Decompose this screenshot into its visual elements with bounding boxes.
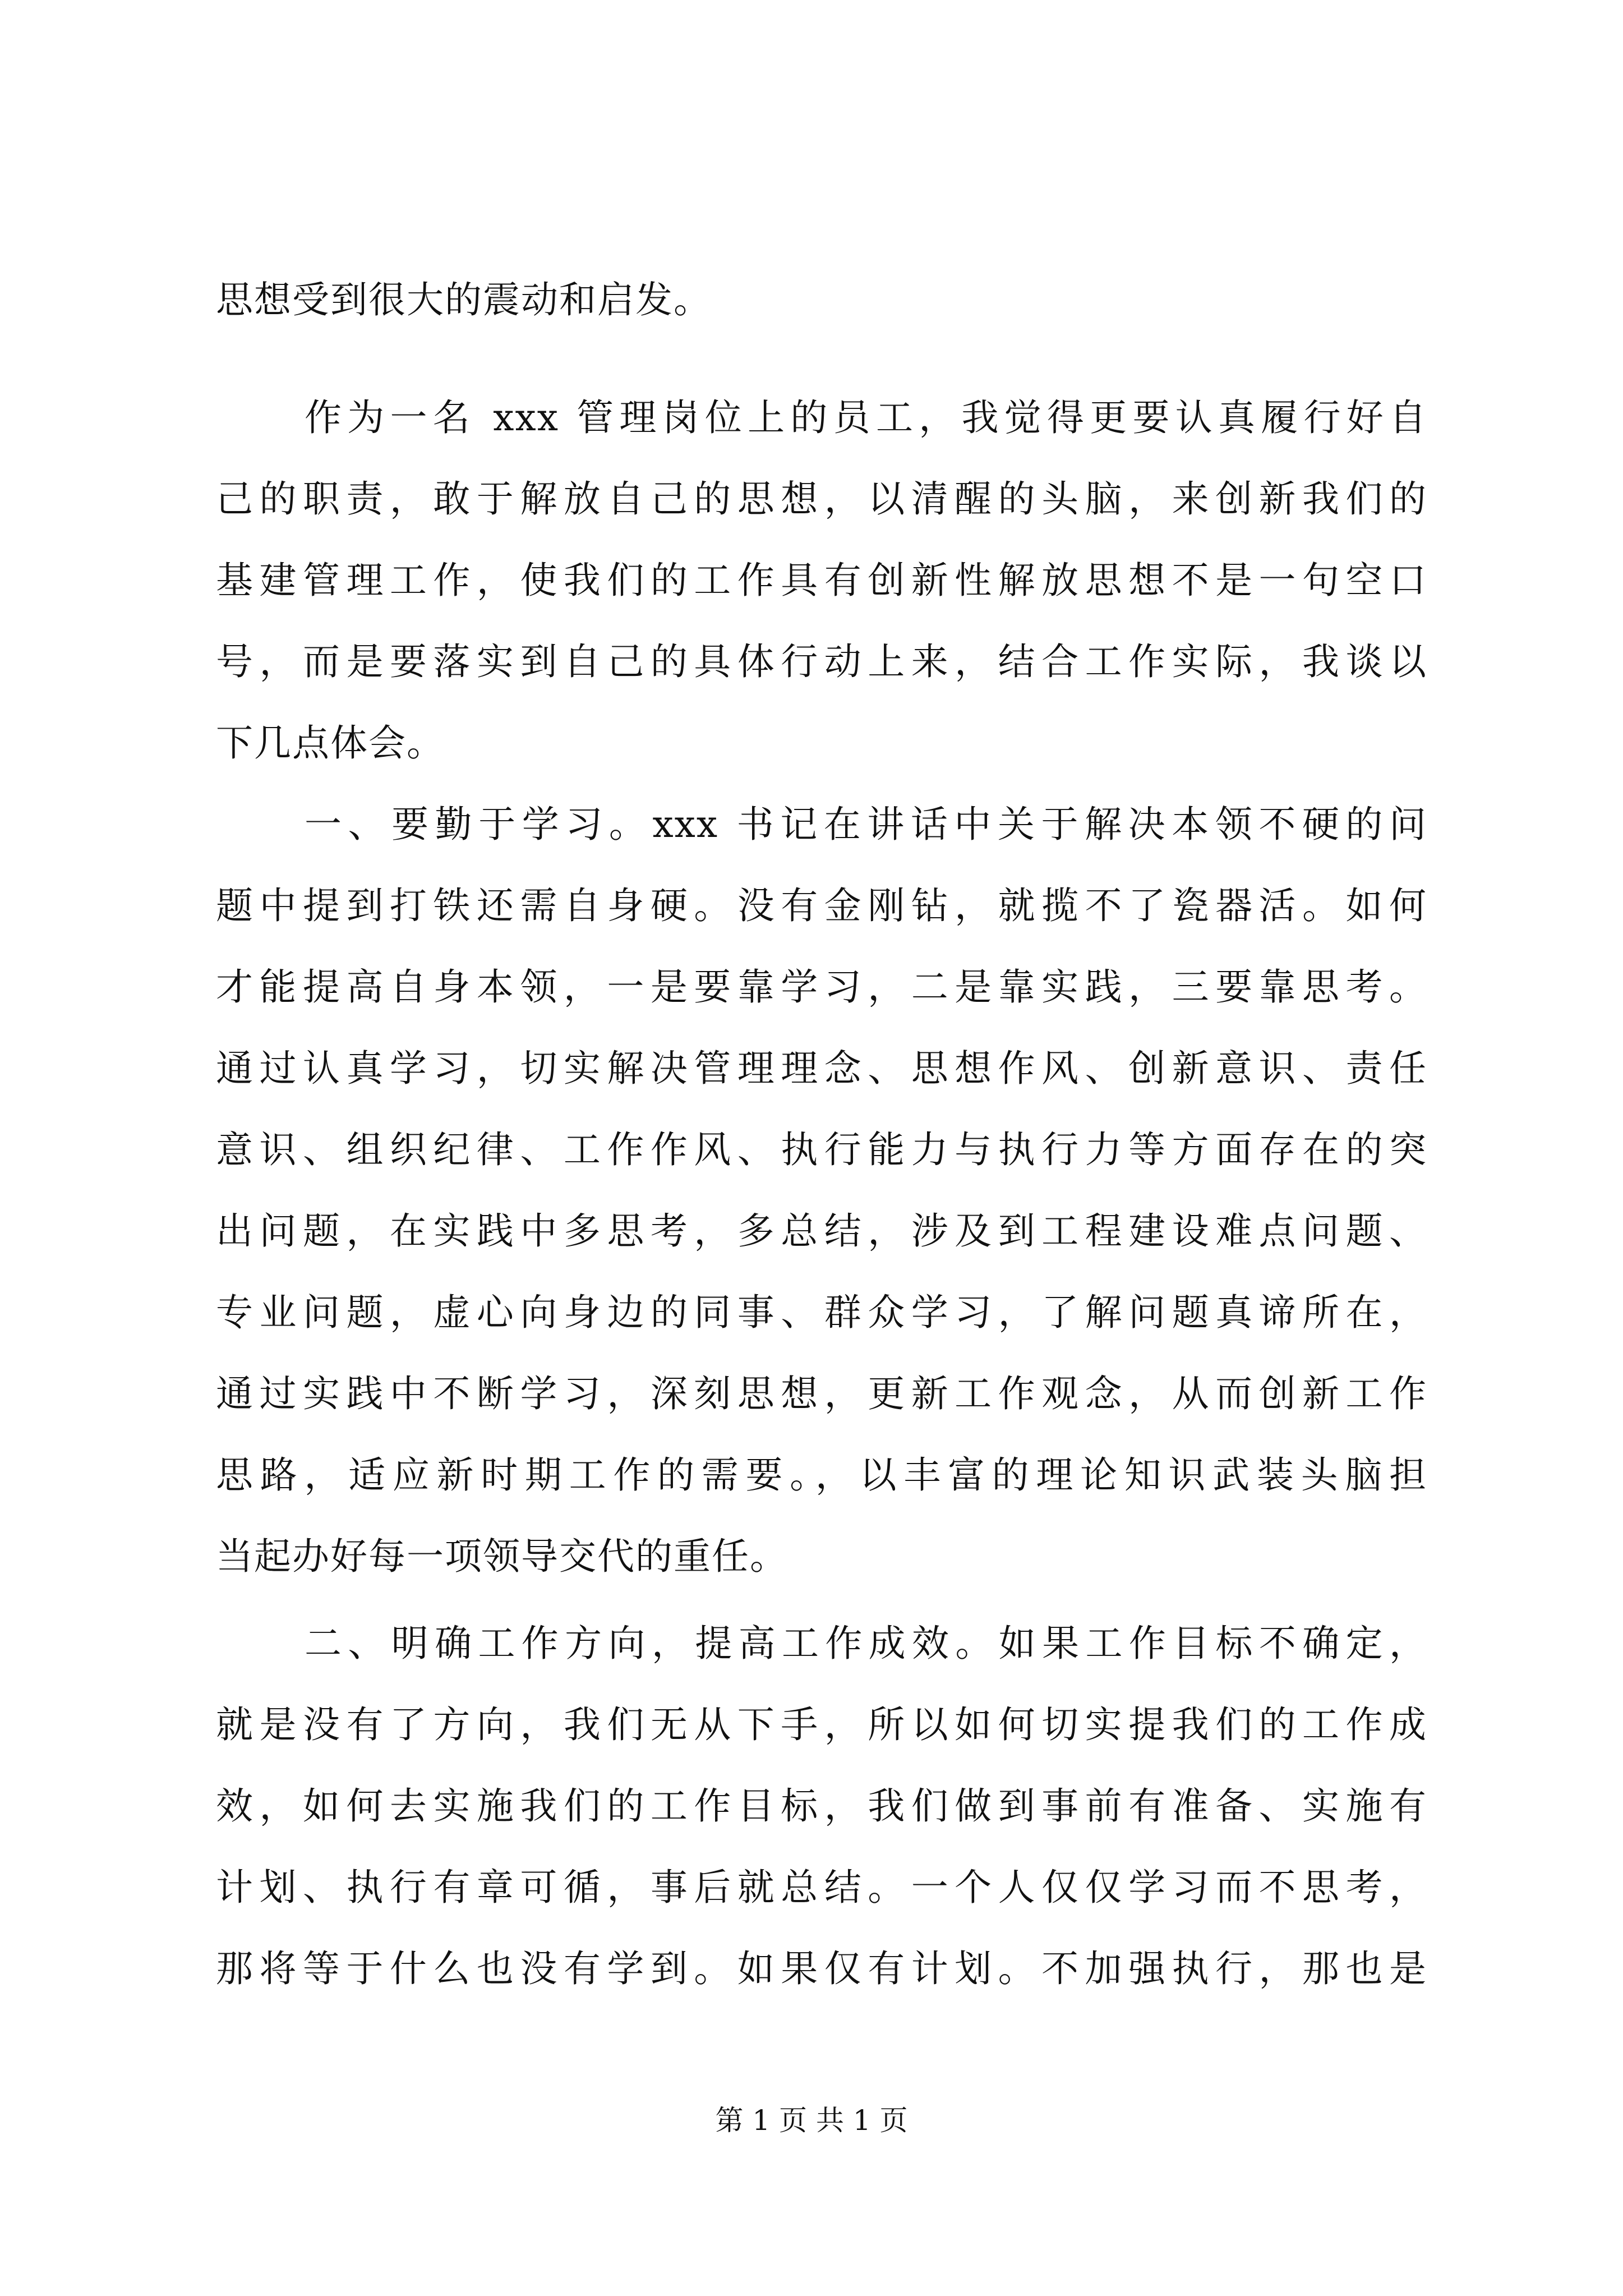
text-line: 通过认真学习，切实解决管理理念、思想作风、创新意识、责任: [216, 1047, 1427, 1090]
text-line: 专业问题，虚心向身边的同事、群众学习，了解问题真谛所在，: [216, 1291, 1427, 1334]
text-line: 计划、执行有章可循，事后就总结。一个人仅仅学习而不思考，: [216, 1866, 1427, 1909]
text-line: 题中提到打铁还需自身硬。没有金刚钻，就揽不了瓷器活。如何: [216, 884, 1427, 927]
page-footer: 第 1 页 共 1 页: [715, 2104, 908, 2137]
text-line: 通过实践中不断学习，深刻思想，更新工作观念，从而创新工作: [216, 1372, 1427, 1415]
text-line: 效，如何去实施我们的工作目标，我们做到事前有准备、实施有: [216, 1784, 1427, 1828]
paragraph-first-line: 二、明确工作方向，提高工作成效。如果工作目标不确定，: [305, 1622, 1427, 1665]
text-line: 意识、组织纪律、工作作风、执行能力与执行力等方面存在的突: [216, 1128, 1427, 1171]
text-line: 号，而是要落实到自己的具体行动上来，结合工作实际，我谈以: [216, 640, 1427, 683]
text-line: 下几点体会。: [216, 721, 445, 765]
paragraph-first-line: 作为一名 xxx 管理岗位上的员工，我觉得更要认真履行好自: [305, 396, 1427, 439]
text-line: 出问题，在实践中多思考，多总结，涉及到工程建设难点问题、: [216, 1209, 1427, 1253]
text-line: 己的职责，敢于解放自己的思想，以清醒的头脑，来创新我们的: [216, 477, 1427, 521]
paragraph-first-line: 一、要勤于学习。xxx 书记在讲话中关于解决本领不硬的问: [305, 803, 1427, 846]
text-line: 思路，适应新时期工作的需要。，以丰富的理论知识武装头脑担: [216, 1453, 1427, 1497]
text-line: 才能提高自身本领，一是要靠学习，二是靠实践，三要靠思考。: [216, 965, 1427, 1009]
text-line: 思想受到很大的震动和启发。: [216, 278, 712, 321]
text-line: 基建管理工作，使我们的工作具有创新性解放思想不是一句空口: [216, 559, 1427, 602]
text-line: 就是没有了方向，我们无从下手，所以如何切实提我们的工作成: [216, 1703, 1427, 1746]
text-line: 那将等于什么也没有学到。如果仅有计划。不加强执行，那也是: [216, 1947, 1427, 1990]
text-line: 当起办好每一项领导交代的重任。: [216, 1535, 788, 1578]
